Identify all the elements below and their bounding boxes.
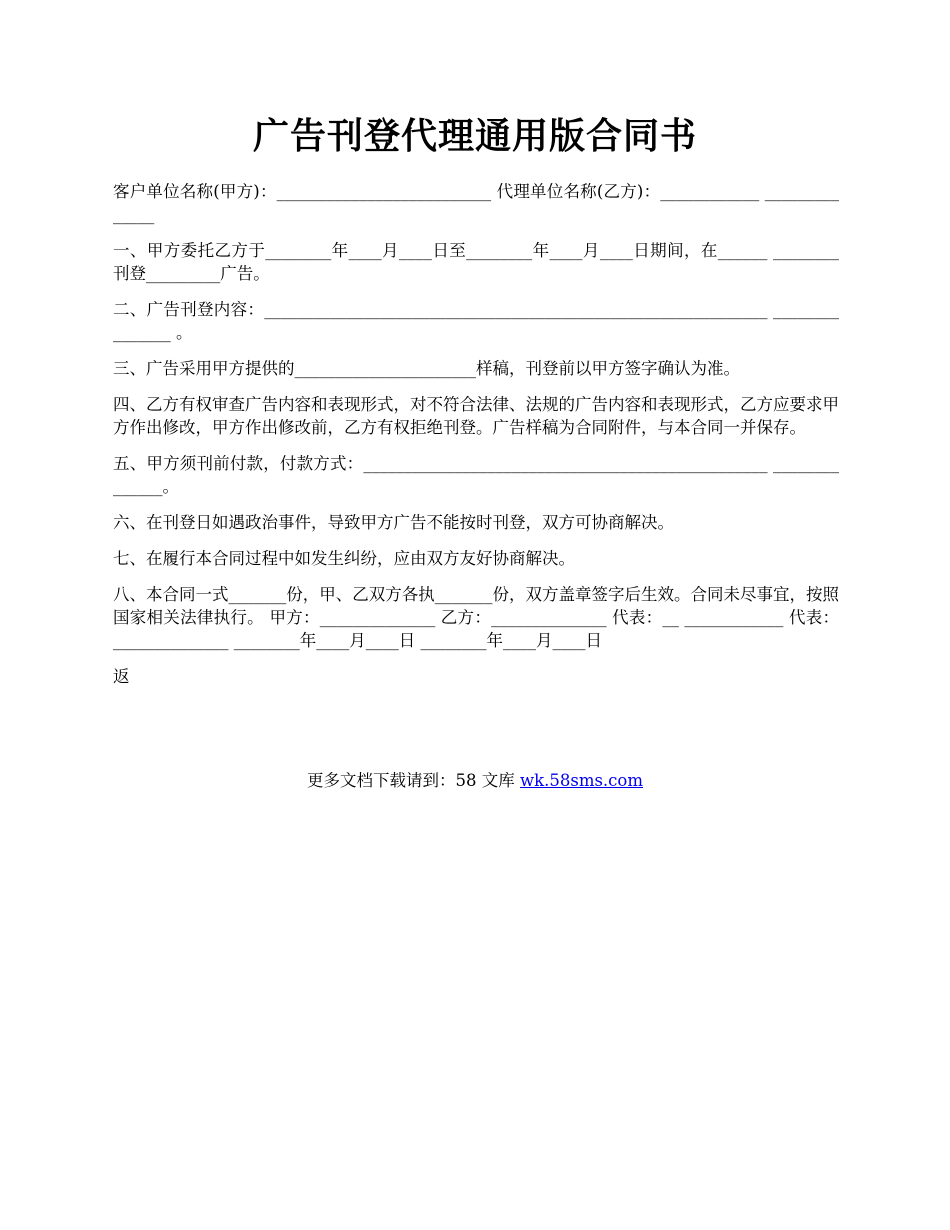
clause-4-paragraph: 四、乙方有权审查广告内容和表现形式，对不符合法律、法规的广告内容和表现形式，乙方应要求甲方作出修改，甲方作出修改前，乙方有权拒绝刊登。广告样稿为合同附件，与本合同一并保存。 <box>113 395 839 437</box>
return-text: 返 <box>113 667 130 686</box>
document-title: 广告刊登代理通用版合同书 <box>252 115 697 157</box>
party-names-paragraph: 客户单位名称(甲方)：__________________________ 代理单位名称(乙方)：____________ ______________ <box>113 182 839 224</box>
contract-body <box>113 180 839 701</box>
clause-1-paragraph: 一、甲方委托乙方于________年____月____日至________年____月____日期间，在______ ________刊登_________广告。 <box>113 241 839 283</box>
clause-2-paragraph: 二、广告刊登内容：_____________________________________________________________ _______________ 。 <box>113 300 839 342</box>
clause-6-paragraph: 六、在刊登日如遇政治事件，导致甲方广告不能按时刊登，双方可协商解决。 <box>113 513 674 532</box>
clause-3-paragraph: 三、广告采用甲方提供的______________________样稿，刊登前以甲方签字确认为准。 <box>113 359 740 378</box>
footer-prefix: 更多文档下载请到：58 文库 <box>306 771 520 790</box>
clause-5-paragraph: 五、甲方须刊前付款，付款方式：_________________________________________________ ______________。 <box>113 454 839 496</box>
clause-8-paragraph: 八、本合同一式_______份，甲、乙双方各执_______份，双方盖章签字后生效。合同未尽事宜，按照国家相关法律执行。 甲方：______________ 乙方：______________ 代表：__ ____________ 代表：______________ ________年____月____日 ________年____月____日 <box>113 585 839 650</box>
download-footer <box>0 769 950 792</box>
footer-link[interactable]: wk.58sms.com <box>519 771 643 790</box>
clause-7-paragraph: 七、在履行本合同过程中如发生纠纷，应由双方友好协商解决。 <box>113 549 575 568</box>
